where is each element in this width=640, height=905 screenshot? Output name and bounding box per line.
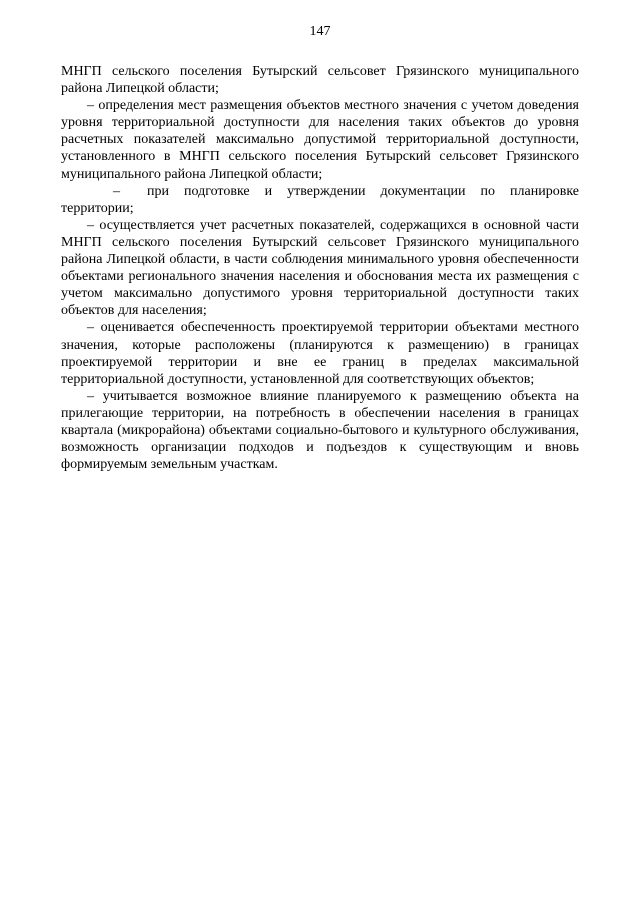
paragraph-3-text: при подготовке и утверждении документации по планировке территории;	[61, 183, 579, 216]
paragraph-2: – определения мест размещения объектов местного значения с учетом доведения уровня территориальной доступности для населения таких объектов до уровня расчетных показателей максимально допустимой территориальной доступности, установленного в МНГП сельского поселения Бутырский сельсовет Грязинского муниципального района Липецкой области;	[61, 98, 579, 182]
page-number: 147	[309, 24, 331, 39]
paragraph-4: – осуществляется учет расчетных показателей, содержащихся в основной части МНГП сельского поселения Бутырский сельсовет Грязинского муниципального района Липецкой области, в части соблюдения минимального уровня обеспеченности объектами регионального значения населения и обоснования места их размещения с учетом максимально допустимого уровня территориальной доступности таких объектов для населения;	[61, 217, 579, 319]
document-body	[61, 63, 579, 473]
paragraph-1: МНГП сельского поселения Бутырский сельсовет Грязинского муниципального района Липецкой области;	[61, 64, 579, 97]
paragraph-6: – учитывается возможное влияние планируемого к размещению объекта на прилегающие территории, на потребность в обеспечении населения в границах квартала (микрорайона) объектами социально-бытового и культурного обслуживания, возможность организации подходов и подъездов к существующим и вновь формируемым земельным участкам.	[61, 388, 579, 473]
list-dash: –	[113, 183, 120, 199]
paragraph-3	[61, 183, 579, 217]
paragraph-5: – оценивается обеспеченность проектируемой территории объектами местного значения, которые расположены (планируются к размещению) в границах проектируемой территории и вне ее границ в пределах максимальной территориальной доступности, установленной для соответствующих объектов;	[61, 320, 579, 387]
